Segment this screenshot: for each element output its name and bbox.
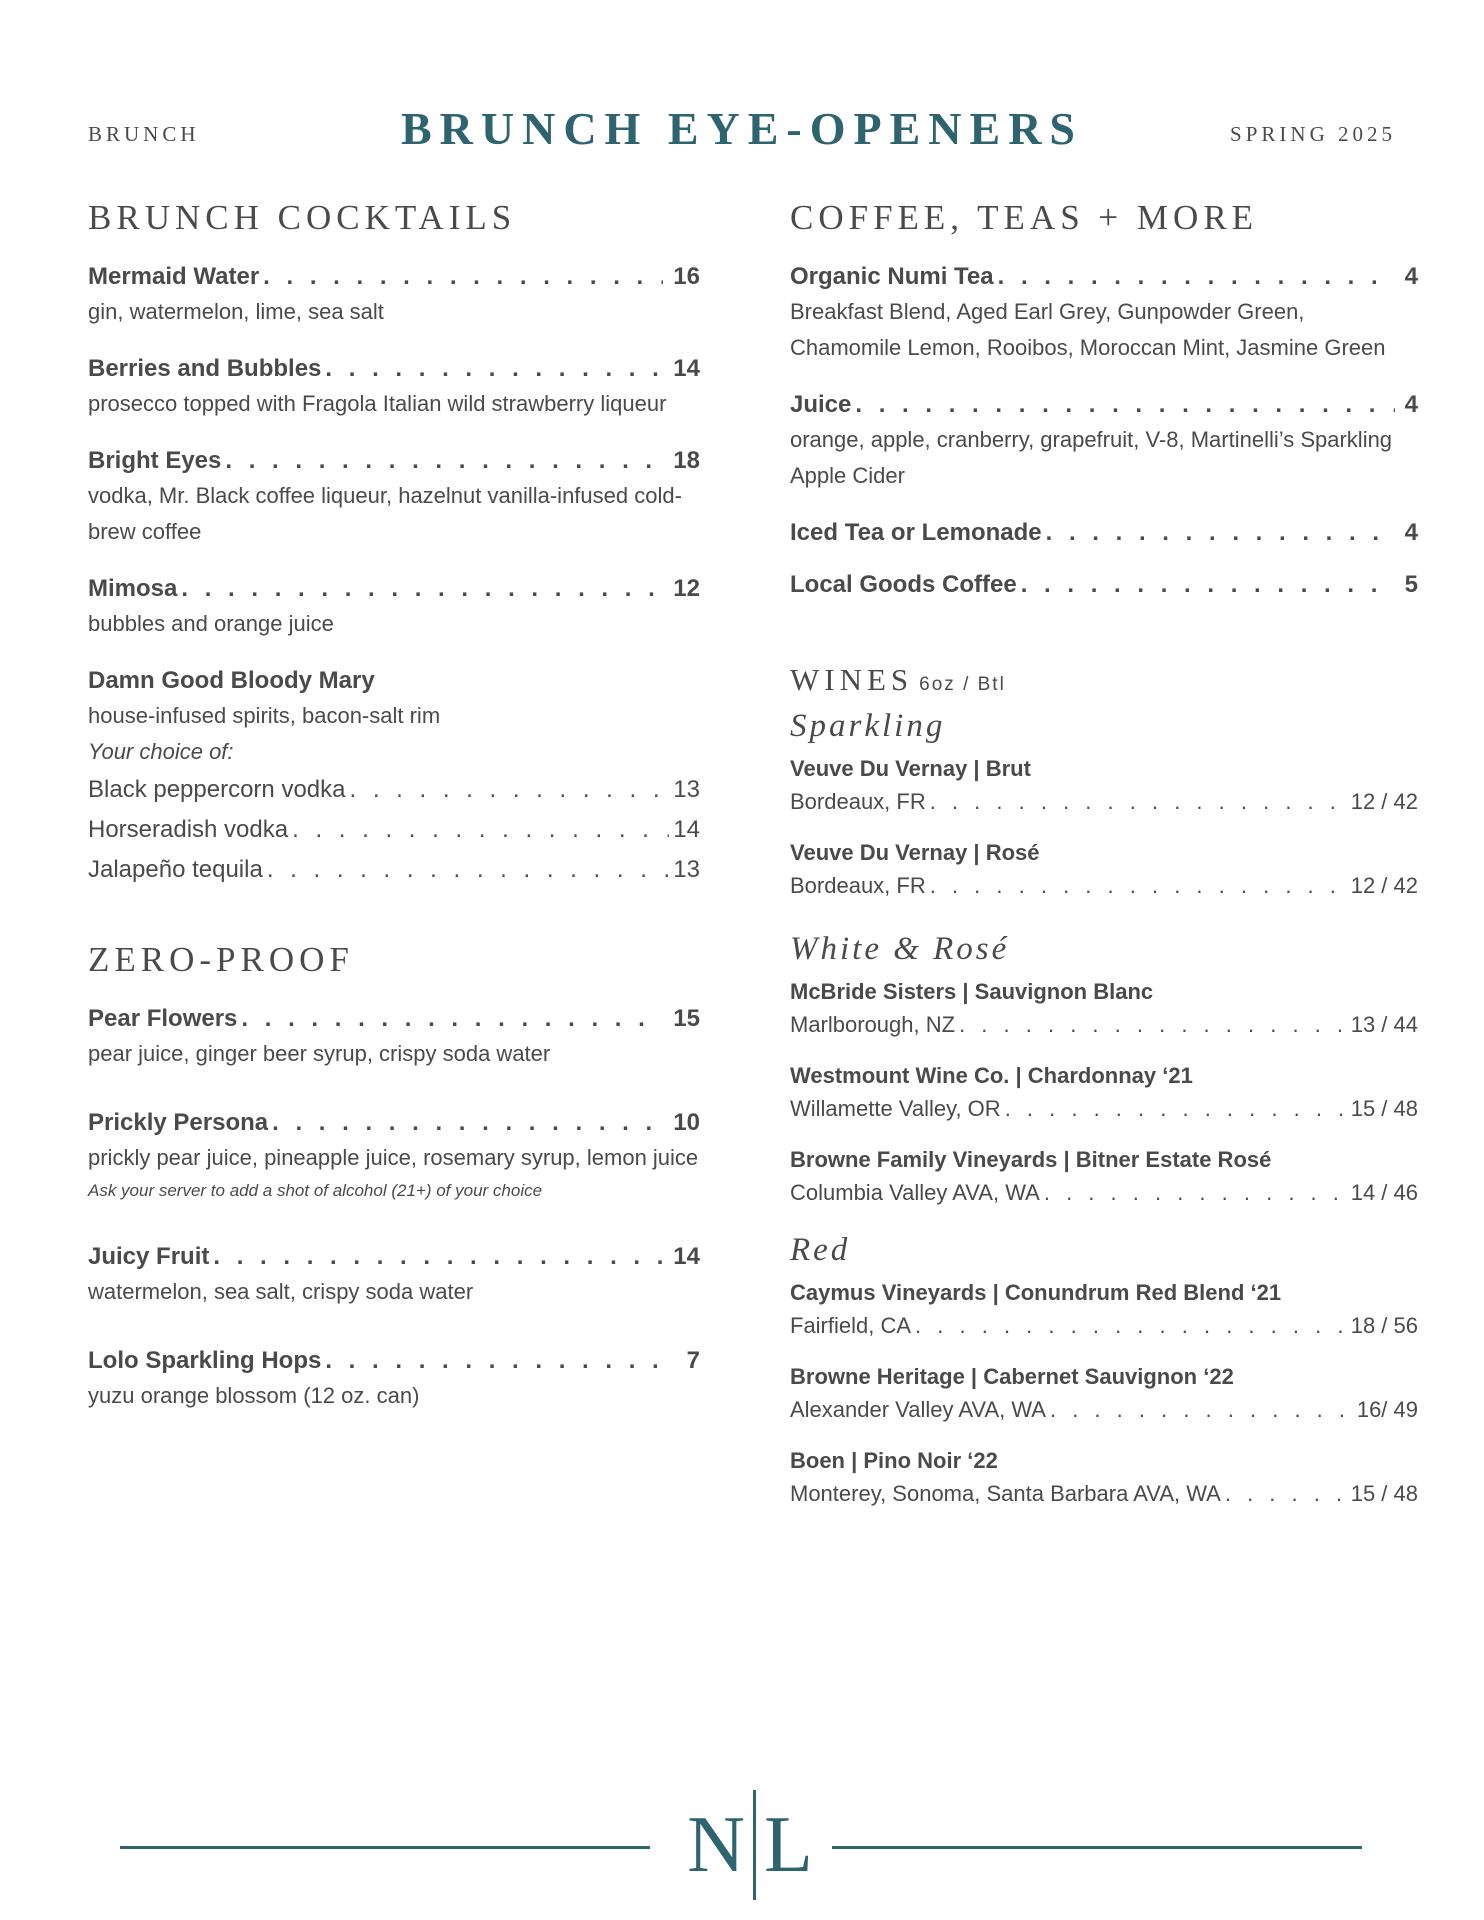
leader-dots	[272, 1106, 663, 1140]
leader-dots	[1225, 1477, 1347, 1511]
wine-price: 16/ 49	[1356, 1397, 1418, 1422]
menu-item	[790, 568, 1418, 602]
menu-item	[88, 1344, 700, 1414]
wine-price: 15 / 48	[1350, 1096, 1418, 1121]
leader-dots	[1050, 1393, 1353, 1427]
wine-name: Caymus Vineyards | Conundrum Red Blend ‘21	[790, 1280, 1282, 1305]
header-left-label: BRUNCH	[88, 122, 200, 146]
item-price: 18	[673, 447, 700, 474]
wines-title: WINES	[790, 662, 914, 697]
wine-price: 13 / 44	[1350, 1012, 1418, 1037]
item-name: Damn Good Bloody Mary	[88, 667, 375, 694]
item-name: Prickly Persona	[88, 1109, 269, 1136]
wine-item	[790, 976, 1418, 1042]
wine-name: Browne Heritage | Cabernet Sauvignon ‘22	[790, 1364, 1234, 1389]
leader-dots	[225, 444, 663, 478]
item-price: 12	[673, 575, 700, 602]
nl-monogram-logo	[680, 1790, 820, 1900]
footer-divider-left	[120, 1846, 650, 1849]
wines-subtitle: 6oz / Btl	[919, 674, 1006, 695]
choice-row	[88, 770, 700, 810]
item-price: 14	[673, 1243, 700, 1270]
wine-item	[790, 1144, 1418, 1210]
menu-item	[790, 516, 1418, 550]
menu-item	[88, 1106, 700, 1206]
leader-dots	[1005, 1092, 1347, 1126]
wine-item	[790, 1277, 1418, 1343]
menu-item-bloody-mary	[88, 664, 700, 890]
monogram-letter-n: N	[687, 1800, 745, 1889]
wine-item	[790, 1060, 1418, 1126]
wine-category-sparkling: Sparkling	[790, 708, 946, 744]
item-price: 4	[1404, 391, 1418, 418]
leader-dots	[213, 1240, 663, 1274]
leader-dots	[292, 810, 669, 850]
choice-price: 13	[673, 776, 700, 803]
wine-region: Marlborough, NZ	[790, 1012, 956, 1037]
wine-region: Bordeaux, FR	[790, 789, 926, 814]
leader-dots	[325, 1344, 676, 1378]
item-description: watermelon, sea salt, crispy soda water	[88, 1279, 474, 1304]
item-footnote: Ask your server to add a shot of alcohol (21+) of your choice	[88, 1181, 543, 1200]
wine-price: 14 / 46	[1350, 1180, 1418, 1205]
choice-name: Jalapeño tequila	[88, 856, 263, 883]
menu-item	[88, 260, 700, 330]
monogram-divider	[753, 1790, 756, 1900]
item-description: house-infused spirits, bacon-salt rim	[88, 703, 441, 728]
menu-item	[88, 352, 700, 422]
leader-dots	[930, 869, 1347, 903]
choice-price: 14	[673, 816, 700, 843]
menu-item	[790, 388, 1418, 494]
item-description: yuzu orange blossom (12 oz. can)	[88, 1383, 420, 1408]
footer-divider-right	[832, 1846, 1362, 1849]
leader-dots	[1046, 516, 1395, 550]
wine-price: 18 / 56	[1350, 1313, 1418, 1338]
wine-price: 15 / 48	[1350, 1481, 1418, 1506]
choice-price: 13	[673, 856, 700, 883]
menu-item	[88, 1002, 700, 1072]
leader-dots	[915, 1309, 1347, 1343]
item-name: Juice	[790, 391, 852, 418]
leader-dots	[855, 388, 1394, 422]
choice-row	[88, 850, 700, 890]
item-description: pear juice, ginger beer syrup, crispy soda water	[88, 1041, 551, 1066]
item-name: Iced Tea or Lemonade	[790, 519, 1042, 546]
item-price: 15	[673, 1005, 700, 1032]
wine-price: 12 / 42	[1350, 789, 1418, 814]
item-description: bubbles and orange juice	[88, 611, 334, 636]
menu-item	[88, 572, 700, 642]
item-description: Breakfast Blend, Aged Earl Grey, Gunpowder Green, Chamomile Lemon, Rooibos, Moroccan Mint, Jasmine Green	[790, 299, 1386, 360]
item-price: 4	[1404, 519, 1418, 546]
menu-item	[88, 444, 700, 550]
item-description: orange, apple, cranberry, grapefruit, V-8, Martinelli’s Sparkling Apple Cider	[790, 427, 1393, 488]
item-description: prickly pear juice, pineapple juice, rosemary syrup, lemon juice	[88, 1145, 699, 1170]
item-price: 4	[1404, 263, 1418, 290]
item-name: Mimosa	[88, 575, 178, 602]
wine-name: Veuve Du Vernay | Brut	[790, 756, 1031, 781]
menu-item	[790, 260, 1418, 366]
choice-name: Horseradish vodka	[88, 816, 289, 843]
wine-name: Veuve Du Vernay | Rosé	[790, 840, 1040, 865]
leader-dots	[349, 770, 669, 810]
wine-region: Willamette Valley, OR	[790, 1096, 1001, 1121]
item-name: Mermaid Water	[88, 263, 260, 290]
choice-row	[88, 810, 700, 850]
wine-region: Bordeaux, FR	[790, 873, 926, 898]
leader-dots	[181, 572, 663, 606]
header-season-label: SPRING 2025	[1230, 122, 1396, 146]
item-name: Berries and Bubbles	[88, 355, 322, 382]
item-name: Pear Flowers	[88, 1005, 238, 1032]
wine-item	[790, 1361, 1418, 1427]
item-price: 14	[673, 355, 700, 382]
item-name: Juicy Fruit	[88, 1243, 210, 1270]
item-name: Bright Eyes	[88, 447, 222, 474]
wine-name: Browne Family Vineyards | Bitner Estate Rosé	[790, 1147, 1272, 1172]
item-price: 5	[1404, 571, 1418, 598]
menu-item	[88, 1240, 700, 1310]
wine-region: Alexander Valley AVA, WA	[790, 1397, 1046, 1422]
item-name: Organic Numi Tea	[790, 263, 994, 290]
leader-dots	[325, 352, 663, 386]
leader-dots	[1044, 1176, 1347, 1210]
wine-region: Fairfield, CA	[790, 1313, 912, 1338]
item-description: gin, watermelon, lime, sea salt	[88, 299, 384, 324]
section-title-wines	[790, 662, 1418, 698]
choice-name: Black peppercorn vodka	[88, 776, 346, 803]
wine-category-white-rose: White & Rosé	[790, 931, 1010, 967]
monogram-letter-l: L	[763, 1800, 813, 1889]
item-price: 7	[686, 1347, 700, 1374]
leader-dots	[263, 260, 663, 294]
leader-dots	[267, 850, 669, 890]
wine-name: McBride Sisters | Sauvignon Blanc	[790, 979, 1154, 1004]
item-description: vodka, Mr. Black coffee liqueur, hazelnut vanilla-infused cold-brew coffee	[88, 483, 682, 544]
wine-name: Westmount Wine Co. | Chardonnay ‘21	[790, 1063, 1193, 1088]
item-price: 16	[673, 263, 700, 290]
page-title: BRUNCH EYE-OPENERS	[400, 103, 1083, 154]
wine-item	[790, 837, 1418, 903]
item-name: Lolo Sparkling Hops	[88, 1347, 322, 1374]
leader-dots	[241, 1002, 663, 1036]
choice-note: Your choice of:	[88, 739, 234, 764]
left-column	[88, 198, 700, 1436]
section-title-cocktails: BRUNCH COCKTAILS	[88, 198, 517, 237]
leader-dots	[959, 1008, 1347, 1042]
item-name: Local Goods Coffee	[790, 571, 1017, 598]
section-title-zero-proof: ZERO-PROOF	[88, 940, 354, 979]
leader-dots	[930, 785, 1347, 819]
wine-item	[790, 1445, 1418, 1511]
leader-dots	[1021, 568, 1395, 602]
wine-item	[790, 753, 1418, 819]
leader-dots	[998, 260, 1395, 294]
section-title-coffee: COFFEE, TEAS + MORE	[790, 198, 1259, 237]
right-column	[790, 198, 1418, 1529]
wine-name: Boen | Pino Noir ‘22	[790, 1448, 998, 1473]
item-description: prosecco topped with Fragola Italian wild strawberry liqueur	[88, 391, 667, 416]
wine-region: Columbia Valley AVA, WA	[790, 1180, 1040, 1205]
item-price: 10	[673, 1109, 700, 1136]
wine-category-red: Red	[790, 1232, 851, 1268]
wine-region: Monterey, Sonoma, Santa Barbara AVA, WA	[790, 1481, 1221, 1506]
wine-price: 12 / 42	[1350, 873, 1418, 898]
